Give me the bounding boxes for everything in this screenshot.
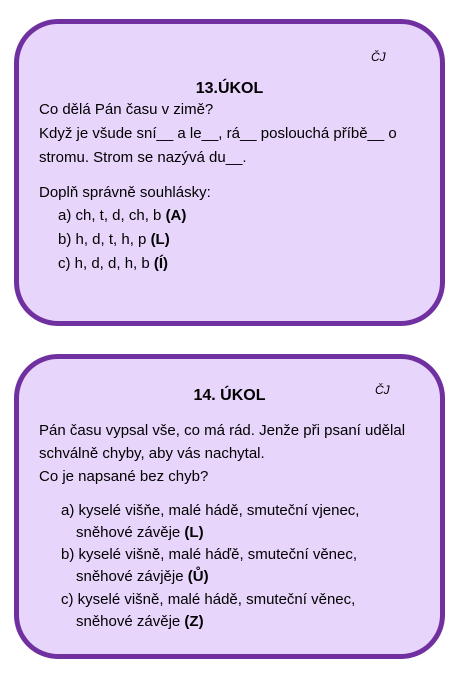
- option-text: b) h, d, t, h, p: [58, 231, 151, 248]
- answer-option-line: [76, 612, 204, 632]
- answer-option: [58, 254, 168, 274]
- subject-label: ČJ: [375, 383, 390, 397]
- task-title: 13.ÚKOL: [195, 80, 264, 97]
- option-text: sněhové závěje: [76, 613, 185, 630]
- task-text-line: Když je všude sní__ a le__, rá__ poslouchá příbě__ o: [39, 125, 397, 142]
- answer-option-line: [76, 567, 209, 587]
- task-card-14: [14, 354, 445, 659]
- option-answer-letter: (Z): [184, 613, 204, 630]
- option-text: a) ch, t, d, ch, b: [58, 207, 166, 224]
- task-text-line: Co dělá Pán času v zimě?: [39, 101, 214, 118]
- option-answer-letter: (L): [184, 524, 204, 541]
- answer-option: [58, 206, 186, 226]
- task-card-13: [14, 19, 445, 326]
- task-text-line: schválně chyby, aby vás nachytal.: [39, 445, 265, 462]
- answer-option-line: [76, 523, 204, 543]
- answer-option: [58, 230, 170, 250]
- answer-option-line: b) kyselé višně, malé háďě, smuteční věnec,: [61, 546, 358, 563]
- answer-option-line: a) kyselé višňe, malé hádě, smuteční vjenec,: [61, 502, 360, 519]
- task-text-line: Pán času vypsal vše, co má rád. Jenže při psaní udělal: [39, 422, 406, 439]
- answer-option-line: c) kyselé višně, malé hádě, smuteční věnec,: [61, 591, 356, 608]
- task-title: 14. ÚKOL: [193, 387, 266, 404]
- option-text: sněhové závjěje: [76, 568, 188, 585]
- option-answer-letter: (A): [165, 207, 187, 224]
- subject-label: ČJ: [371, 50, 386, 64]
- option-answer-letter: (L): [150, 231, 170, 248]
- option-text: sněhové závěje: [76, 524, 185, 541]
- task-text-line: stromu. Strom se nazývá du__.: [39, 149, 247, 166]
- option-text: c) h, d, d, h, b: [58, 255, 154, 272]
- task-instruction: Doplň správně souhlásky:: [39, 184, 211, 201]
- option-answer-letter: (Ů): [187, 568, 209, 585]
- option-answer-letter: (Í): [153, 255, 169, 272]
- task-text-line: Co je napsané bez chyb?: [39, 468, 209, 485]
